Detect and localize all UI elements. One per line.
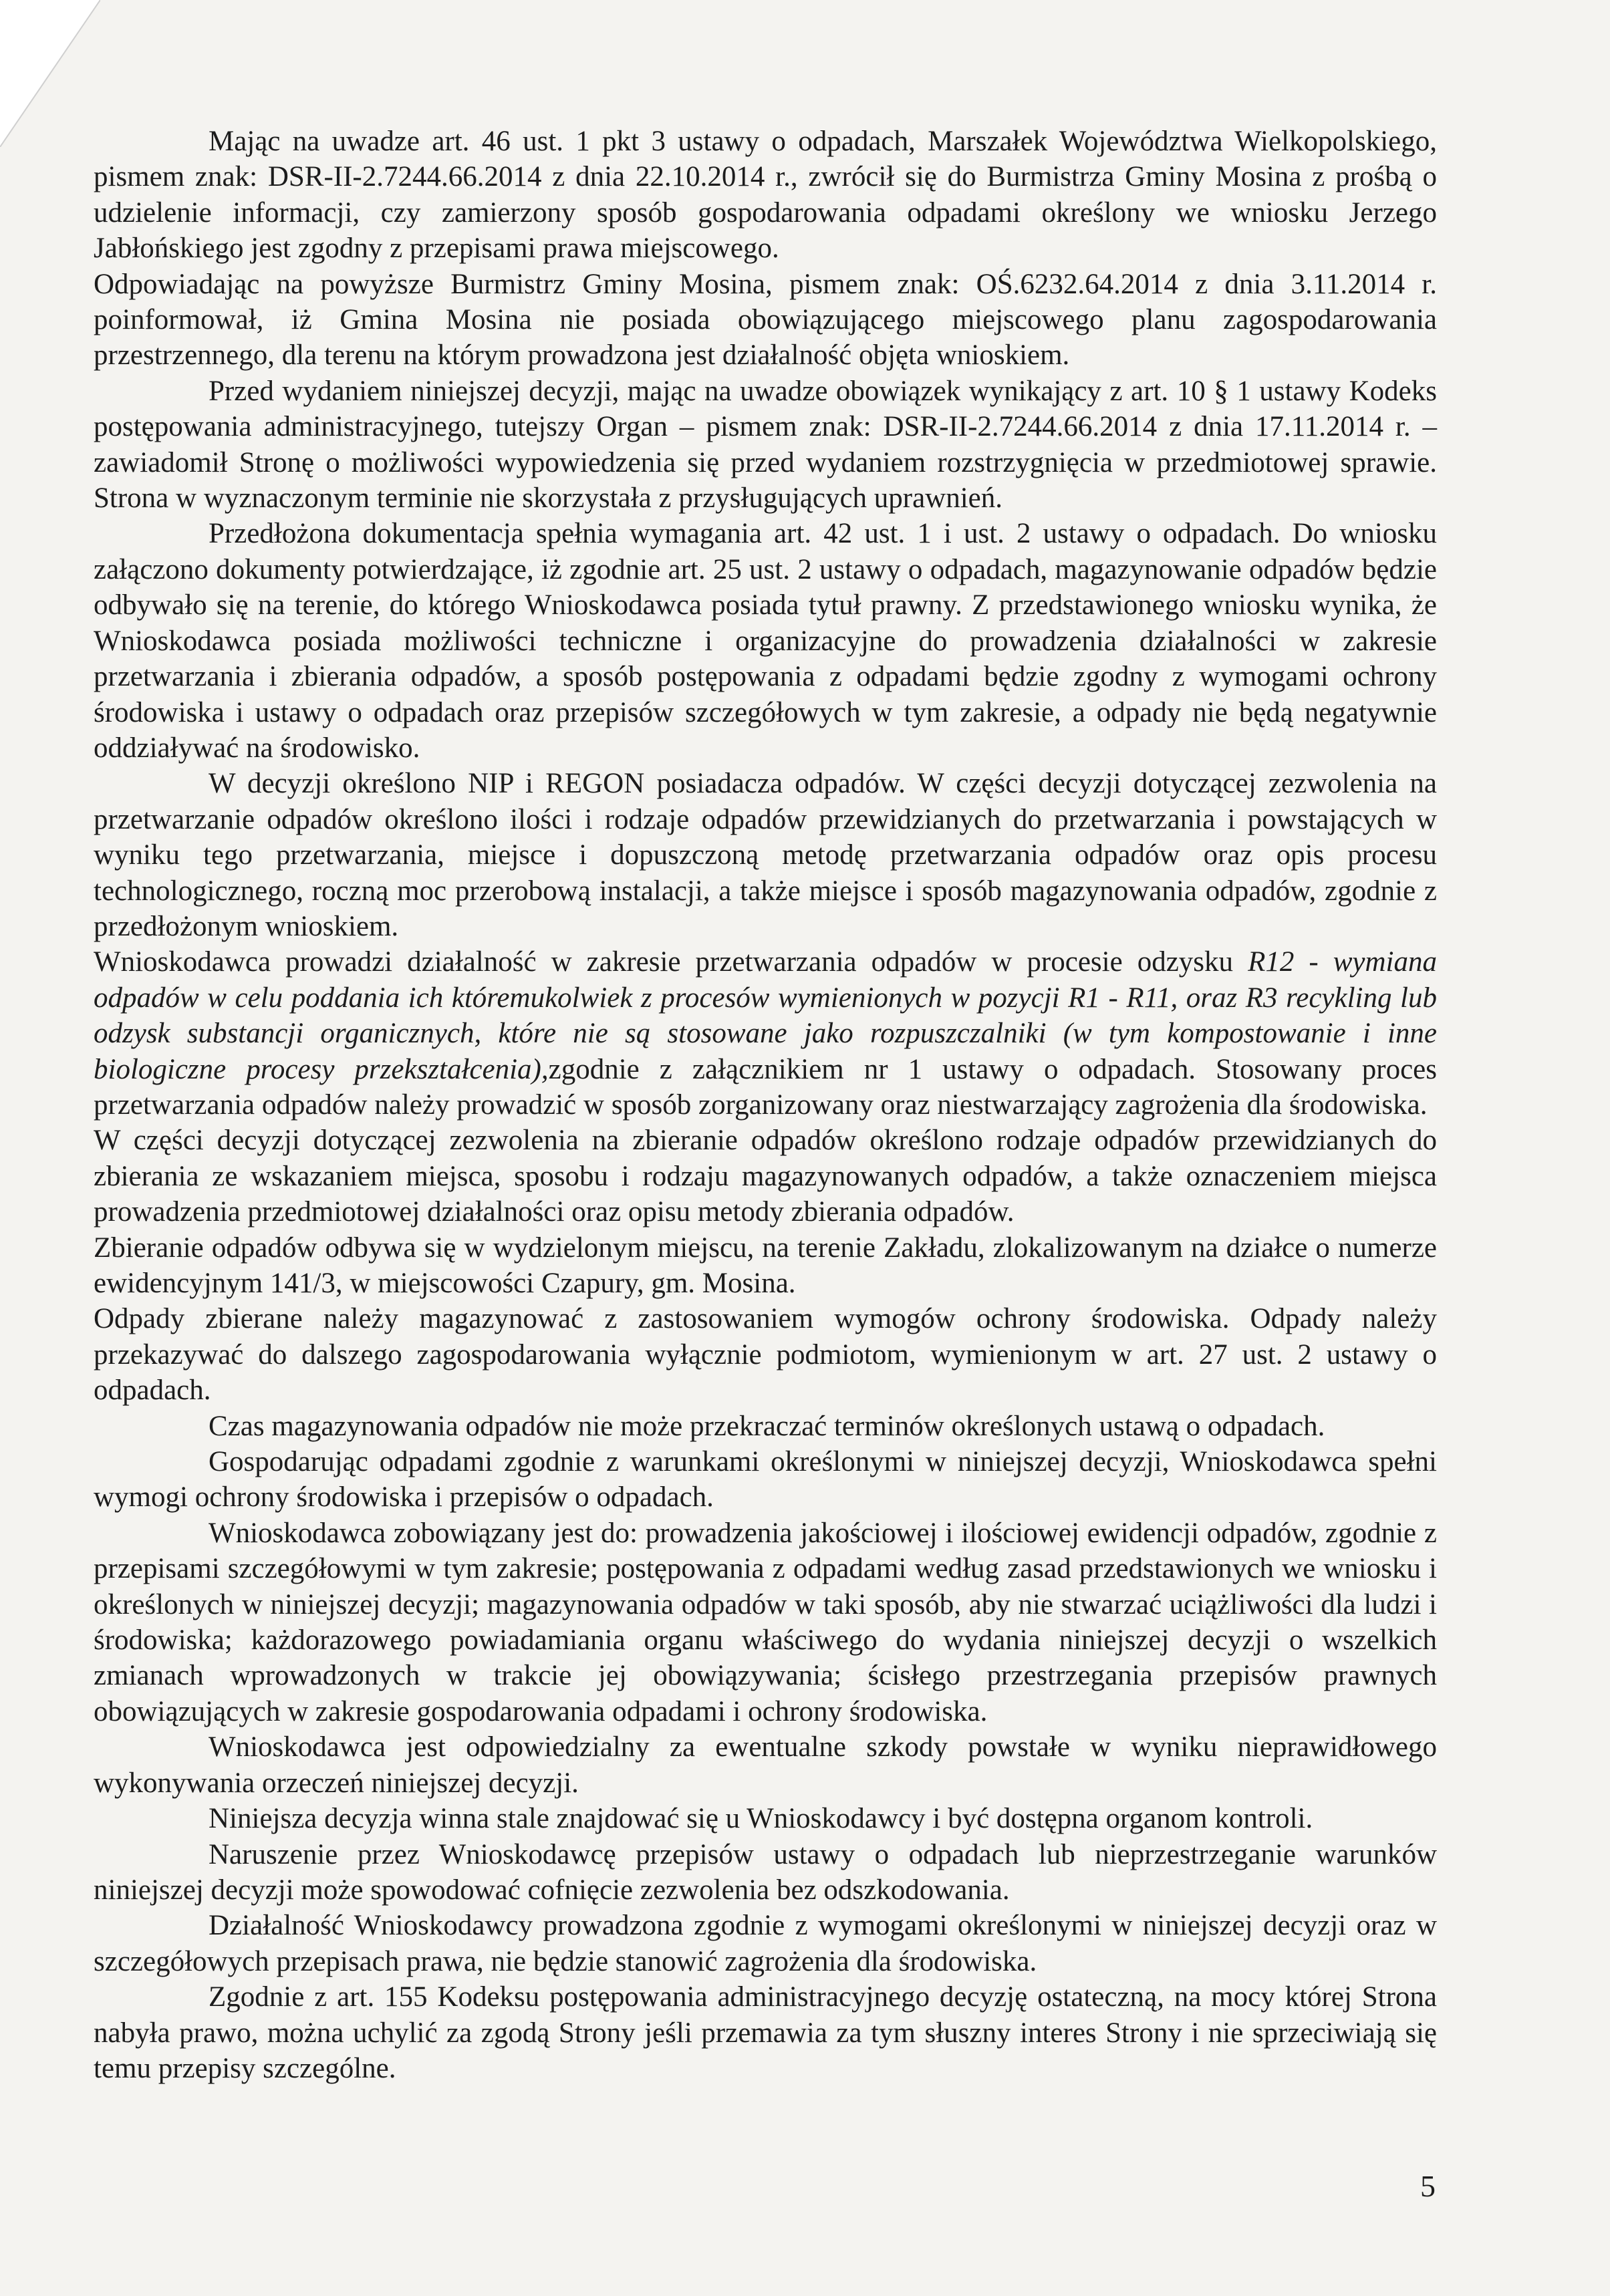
- paragraph: Wnioskodawca zobowiązany jest do: prowadzenia jakościowej i ilościowej ewidencji odpadów, zgodnie z przepisami szczegółowymi w tym zakresie; postępowania z odpadami według zasad przedstawionych we wniosku i określonych w niniejszej decyzji; magazynowania odpadów w taki sposób, aby nie stwarzać uciążliwości dla ludzi i środowiska; każdorazowego powiadamiania organu właściwego do wydania niniejszej decyzji o wszelkich zmianach wprowadzonych w trakcie jej obowiązywania; ścisłego przestrzegania przepisów prawnych obowiązujących w zakresie gospodarowania odpadami i ochrony środowiska.: [94, 1517, 1437, 1727]
- paragraph: Mając na uwadze art. 46 ust. 1 pkt 3 ustawy o odpadach, Marszałek Województwa Wielkopolskiego, pismem znak: DSR-II-2.7244.66.2014 z dnia 22.10.2014 r., zwrócił się do Burmistrza Gminy Mosina z prośbą o udzielenie informacji, czy zamierzony sposób gospodarowania odpadami określony we wniosku Jerzego Jabłońskiego jest zgodny z przepisami prawa miejscowego.: [94, 126, 1437, 265]
- paragraph: W części decyzji dotyczącej zezwolenia na zbieranie odpadów określono rodzaje odpadów przewidzianych do zbierania ze wskazaniem miejsca, sposobu i rodzaju magazynowanych odpadów, a także oznaczeniem miejsca prowadzenia przedmiotowej działalności oraz opisu metody zbierania odpadów.: [94, 1125, 1437, 1228]
- paragraph: Naruszenie przez Wnioskodawcę przepisów ustawy o odpadach lub nieprzestrzeganie warunków niniejszej decyzji może spowodować cofnięcie zezwolenia bez odszkodowania.: [94, 1838, 1437, 1906]
- page-number: 5: [1420, 2169, 1436, 2203]
- paragraph: Odpady zbierane należy magazynować z zastosowaniem wymogów ochrony środowiska. Odpady należy przekazywać do dalszego zagospodarowania wyłącznie podmiotom, wymienionym w art. 27 ust. 2 ustawy o odpadach.: [94, 1303, 1437, 1407]
- paragraph-text: Wnioskodawca prowadzi działalność w zakresie przetwarzania odpadów w procesie odzysku: [94, 946, 1248, 978]
- paragraph: Zgodnie z art. 155 Kodeksu postępowania administracyjnego decyzję ostateczną, na mocy której Strona nabyła prawo, można uchylić za zgodą Strony jeśli przemawia za tym słuszny interes Strony i nie sprzeciwiają się temu przepisy szczególne.: [94, 1981, 1437, 2084]
- paragraph: Czas magazynowania odpadów nie może przekraczać terminów określonych ustawą o odpadach.: [209, 1410, 1325, 1442]
- paragraph-italic-text: R12 - wymiana odpadów w celu poddania ich któremukolwiek z procesów wymienionych w pozycji R1 - R11, oraz R3 recykling lub odzysk substancji organicznych, które nie są stosowane jako rozpuszczalniki (w tym kompostowanie i inne biologiczne procesy przekształcenia),: [94, 946, 1437, 1085]
- paragraph: Zbieranie odpadów odbywa się w wydzielonym miejscu, na terenie Zakładu, zlokalizowanym na działce o numerze ewidencyjnym 141/3, w miejscowości Czapury, gm. Mosina.: [94, 1232, 1437, 1299]
- paragraph-text: zgodnie z załącznikiem nr 1 ustawy o odpadach. Stosowany proces przetwarzania odpadów należy prowadzić w sposób zorganizowany oraz niestwarzający zagrożenia dla środowiska.: [94, 1053, 1437, 1121]
- paragraph: Przedłożona dokumentacja spełnia wymagania art. 42 ust. 1 i ust. 2 ustawy o odpadach. Do wniosku załączono dokumenty potwierdzające, iż zgodnie art. 25 ust. 2 ustawy o odpadach, magazynowanie odpadów będzie odbywało się na terenie, do którego Wnioskodawca posiada tytuł prawny. Z przedstawionego wniosku wynika, że Wnioskodawca posiada możliwości techniczne i organizacyjne do prowadzenia działalności w zakresie przetwarzania i zbierania odpadów, a sposób postępowania z odpadami będzie zgodny z wymogami ochrony środowiska i ustawy o odpadach oraz przepisów szczegółowych w tym zakresie, a odpady nie będą negatywnie oddziaływać na środowisko.: [94, 518, 1437, 764]
- paragraph: Wnioskodawca jest odpowiedzialny za ewentualne szkody powstałe w wyniku nieprawidłowego wykonywania orzeczeń niniejszej decyzji.: [94, 1731, 1437, 1799]
- page-corner-edge: [0, 0, 100, 147]
- paragraph: Niniejsza decyzja winna stale znajdować się u Wnioskodawcy i być dostępna organom kontroli.: [209, 1803, 1313, 1835]
- paragraph: W decyzji określono NIP i REGON posiadacza odpadów. W części decyzji dotyczącej zezwolenia na przetwarzanie odpadów określono ilości i rodzaje odpadów przewidzianych do przetwarzania i powstających w wyniku tego przetwarzania, miejsce i dopuszczoną metodę przetwarzania odpadów oraz opis procesu technologicznego, roczną moc przerobową instalacji, a także miejsce i sposób magazynowania odpadów, zgodnie z przedłożonym wnioskiem.: [94, 768, 1437, 942]
- paragraph: Przed wydaniem niniejszej decyzji, mając na uwadze obowiązek wynikający z art. 10 § 1 ustawy Kodeks postępowania administracyjnego, tutejszy Organ – pismem znak: DSR-II-2.7244.66.2014 z dnia 17.11.2014 r. – zawiadomił Stronę o możliwości wypowiedzenia się przed wydaniem rozstrzygnięcia w przedmiotowej sprawie. Strona w wyznaczonym terminie nie skorzystała z przysługujących uprawnień.: [94, 375, 1437, 515]
- document-body: [94, 124, 1437, 2086]
- paragraph: Gospodarując odpadami zgodnie z warunkami określonymi w niniejszej decyzji, Wnioskodawca spełni wymogi ochrony środowiska i przepisów o odpadach.: [94, 1446, 1437, 1514]
- paragraph: Odpowiadając na powyższe Burmistrz Gminy Mosina, pismem znak: OŚ.6232.64.2014 z dnia 3.11.2014 r. poinformował, iż Gmina Mosina nie posiada obowiązującego miejscowego planu zagospodarowania przestrzennego, dla terenu na którym prowadzona jest działalność objęta wnioskiem.: [94, 268, 1437, 372]
- paragraph: Działalność Wnioskodawcy prowadzona zgodnie z wymogami określonymi w niniejszej decyzji oraz w szczegółowych przepisach prawa, nie będzie stanowić zagrożenia dla środowiska.: [94, 1910, 1437, 1977]
- paragraph-recovery-process: [94, 944, 1437, 1123]
